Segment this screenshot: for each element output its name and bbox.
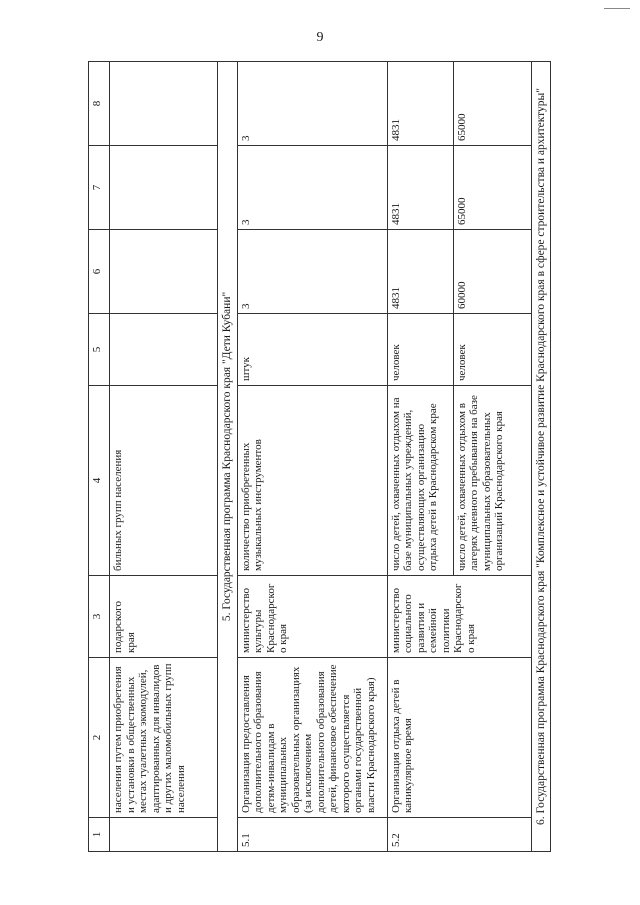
header-cell: 8 [89,62,110,146]
value-cell: 65000 [453,146,531,230]
indicator-cell: бильных групп населения [110,386,218,576]
table-row [110,62,218,852]
unit-cell: человек [387,314,453,386]
rotated-table-area [88,62,608,852]
header-cell: 4 [89,386,110,576]
landscape-table-container [88,62,608,852]
header-cell: 5 [89,314,110,386]
header-cell: 3 [89,576,110,658]
value-cell: 60000 [453,230,531,314]
event-name-cell: Организация предоставления дополнительного образования детям-инвалидам в муниципальных образовательных организациях (за исключением дополнительного образования детей, финансовое обеспечение которого осуществляется органами государственной власти Краснодарского края) [237,658,387,818]
unit-cell: человек [453,314,531,386]
event-name-cell: населения путем приобретения и установки в общественных местах туалетных экомодулей, адаптированных для инвалидов и других маломобильных групп населения [110,658,218,818]
row-number: 5.1 [237,818,387,852]
row-number [110,818,218,852]
value-cell: 3 [237,146,387,230]
responsible-cell: министерство социального развития и семейной политики Краснодарского края [387,576,531,658]
header-row [89,62,110,852]
section-row [218,62,238,852]
page-number: 9 [316,30,324,45]
value-cell: 65000 [453,62,531,146]
table-row [237,62,387,852]
corner-mark [604,8,630,9]
value-cell: 3 [237,62,387,146]
header-cell: 7 [89,146,110,230]
event-name-cell: Организация отдыха детей в каникулярное время [387,658,531,818]
program-table [88,61,551,852]
value-cell [110,62,218,146]
row-number: 5.2 [387,818,531,852]
responsible-cell: подарского края [110,576,218,658]
section-title: 5. Государственная программа Краснодарского края "Дети Кубани" [218,62,238,852]
value-cell [110,230,218,314]
section-title: 6. Государственная программа Краснодарского края "Комплексное и устойчивое развитие Краснодарского края в сфере строительства и архитектуры" [531,62,551,852]
unit-cell [110,314,218,386]
header-cell: 2 [89,658,110,818]
table-row [387,62,453,852]
responsible-cell: министерство культуры Краснодарского края [237,576,387,658]
header-cell: 1 [89,818,110,852]
header-cell: 6 [89,230,110,314]
indicator-cell: количество приобретенных музыкальных инструментов [237,386,387,576]
value-cell: 4831 [387,230,453,314]
value-cell: 3 [237,230,387,314]
unit-cell: штук [237,314,387,386]
value-cell: 4831 [387,62,453,146]
indicator-cell: число детей, охваченных отдыхом в лагерях дневного пребывания на базе муниципальных образовательных организаций Краснодарского края [453,386,531,576]
value-cell: 4831 [387,146,453,230]
section-row [531,62,551,852]
indicator-cell: число детей, охваченных отдыхом на базе муниципальных учреждений, осуществляющих организацию отдыха детей в Краснодарском крае [387,386,453,576]
value-cell [110,146,218,230]
